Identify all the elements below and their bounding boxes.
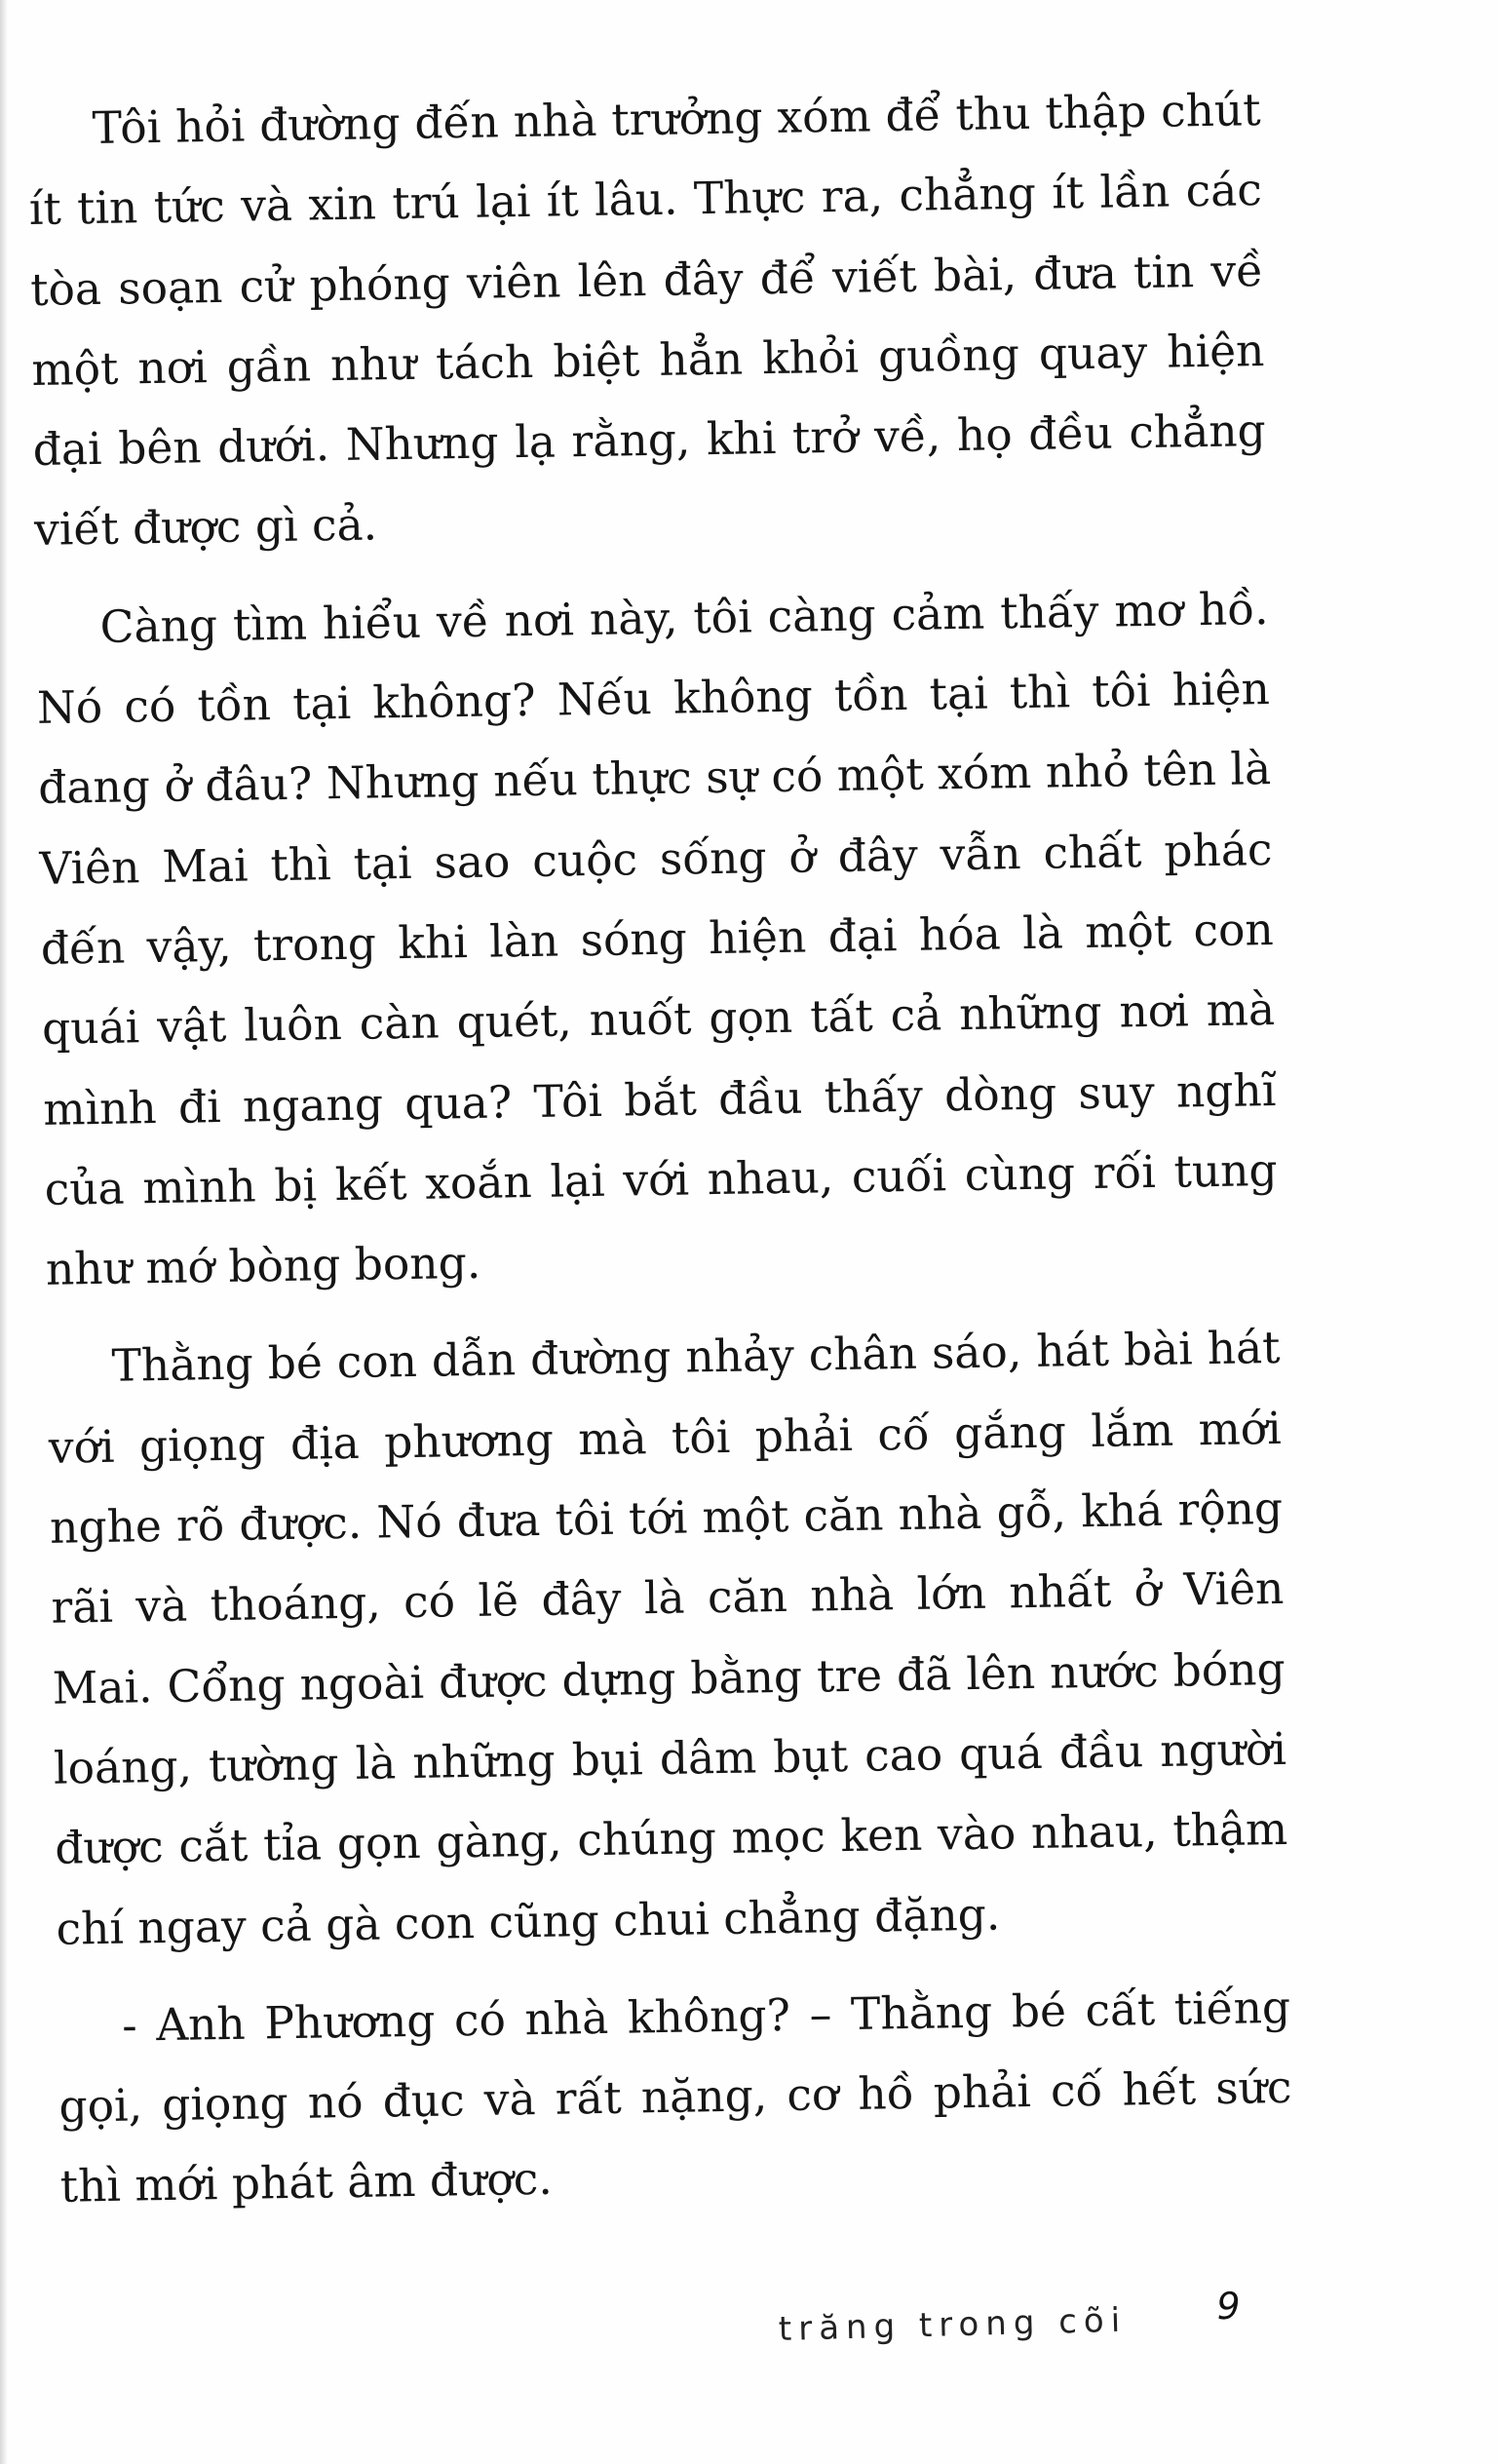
running-title: trăng trong cõi bbox=[778, 2300, 1128, 2349]
paragraph-4: - Anh Phương có nhà không? – Thằng bé cất tiếng gọi, giọng nó đục và rất nặng, cơ hồ phải cố hết sức thì mới phát âm được. bbox=[58, 1981, 1292, 2214]
page-number: 9 bbox=[1215, 2284, 1242, 2329]
page-edge-shadow bbox=[0, 0, 8, 2464]
paragraph-2: Càng tìm hiểu về nơi này, tôi càng cảm thấy mơ hồ. Nó có tồn tại không? Nếu không tồn tại thì tôi hiện đang ở đâu? Nhưng nếu thực sự có một xóm nhỏ tên là Viên Mai thì tại sao cuộc sống ở đây vẫn chất phác đến vậy, trong khi làn sóng hiện đại hóa là một con quái vật luôn càn quét, nuốt gọn tất cả những nơi mà mình đi ngang qua? Tôi bắt đầu thấy dòng suy nghĩ của mình bị kết xoắn lại với nhau, cuối cùng rối tung như mớ bòng bong. bbox=[36, 582, 1278, 1296]
body-text bbox=[27, 70, 1294, 2245]
paragraph-1: Tôi hỏi đường đến nhà trưởng xóm để thu thập chút ít tin tức và xin trú lại ít lâu. Thực ra, chẳng ít lần các tòa soạn cử phóng viên lên đây để viết bài, đưa tin về một nơi gần như tách biệt hẳn khỏi guồng quay hiện đại bên dưới. Nhưng lạ rằng, khi trở về, họ đều chẳng viết được gì cả. bbox=[28, 84, 1267, 557]
page-footer bbox=[778, 2284, 1248, 2365]
paragraph-3: Thằng bé con dẫn đường nhảy chân sáo, hát bài hát với giọng địa phương mà tôi phải cố gắng lắm mới nghe rõ được. Nó đưa tôi tới một căn nhà gỗ, khá rộng rãi và thoáng, có lẽ đây là căn nhà lớn nhất ở Viên Mai. Cổng ngoài được dựng bằng tre đã lên nước bóng loáng, tường là những bụi dâm bụt cao quá đầu người được cắt tỉa gọn gàng, chúng mọc ken vào nhau, thậm chí ngay cả gà con cũng chui chẳng đặng. bbox=[48, 1322, 1288, 1955]
